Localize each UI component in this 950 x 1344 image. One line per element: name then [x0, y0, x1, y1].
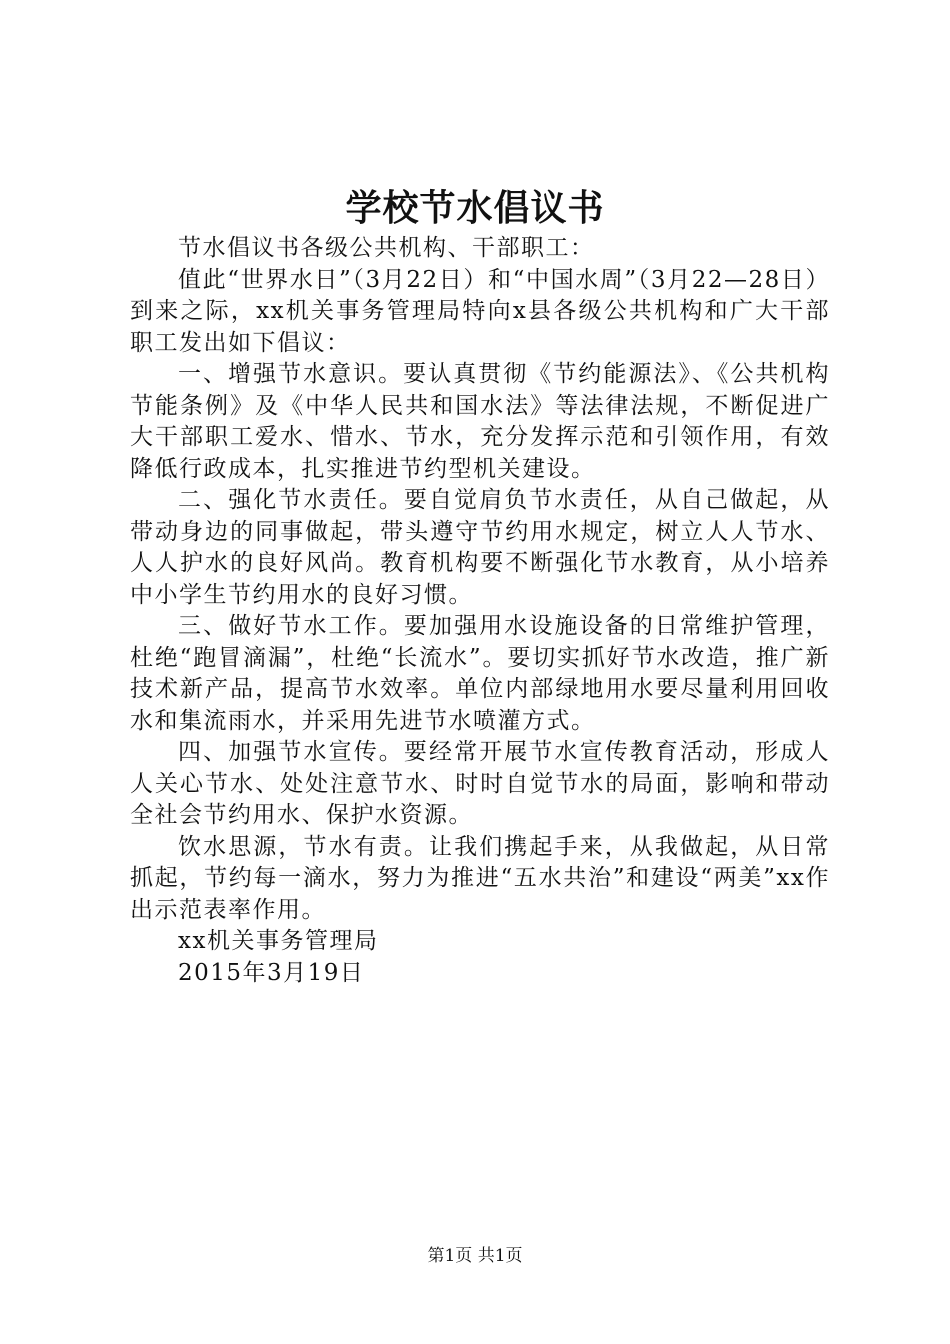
- document-title: 学校节水倡议书: [345, 187, 605, 229]
- page-footer: 第1页 共1页: [427, 1246, 523, 1266]
- proposal-2-paragraph: 二、强化节水责任。要自觉肩负节水责任，从自己做起，从带动身边的同事做起，带头遵守节约用水规定，树立人人节水、人人护水的良好风尚。教育机构要不断强化节水教育，从小培养中小学生节约用水的良好习惯。: [130, 487, 830, 608]
- signature-organization: xx机关事务管理局: [178, 928, 379, 954]
- document-body: [130, 233, 830, 989]
- closing-paragraph: 饮水思源，节水有责。让我们携起手来，从我做起，从日常抓起，节约每一滴水，努力为推进“五水共治”和建设“两美”xx作出示范表率作用。: [130, 833, 830, 923]
- proposal-4-paragraph: 四、加强节水宣传。要经常开展节水宣传教育活动，形成人人关心节水、处处注意节水、时时自觉节水的局面，影响和带动全社会节约用水、保护水资源。: [130, 739, 830, 828]
- proposal-1-paragraph: 一、增强节水意识。要认真贯彻《节约能源法》、《公共机构节能条例》及《中华人民共和国水法》等法律法规，不断促进广大干部职工爱水、惜水、节水，充分发挥示范和引领作用，有效降低行政成本，扎实推进节约型机关建设。: [130, 361, 830, 482]
- intro-paragraph: 值此“世界水日”（3月22日）和“中国水周”（3月22—28日）到来之际，xx机关事务管理局特向x县各级公共机构和广大干部职工发出如下倡议：: [130, 266, 830, 356]
- signature-date: 2015年3月19日: [178, 959, 365, 986]
- salutation-paragraph: 节水倡议书各级公共机构、干部职工：: [178, 235, 595, 261]
- proposal-3-paragraph: 三、做好节水工作。要加强用水设施设备的日常维护管理，杜绝“跑冒滴漏”，杜绝“长流水”。要切实抓好节水改造，推广新技术新产品，提高节水效率。单位内部绿地用水要尽量利用回收水和集流雨水，并采用先进节水喷灌方式。: [130, 613, 830, 734]
